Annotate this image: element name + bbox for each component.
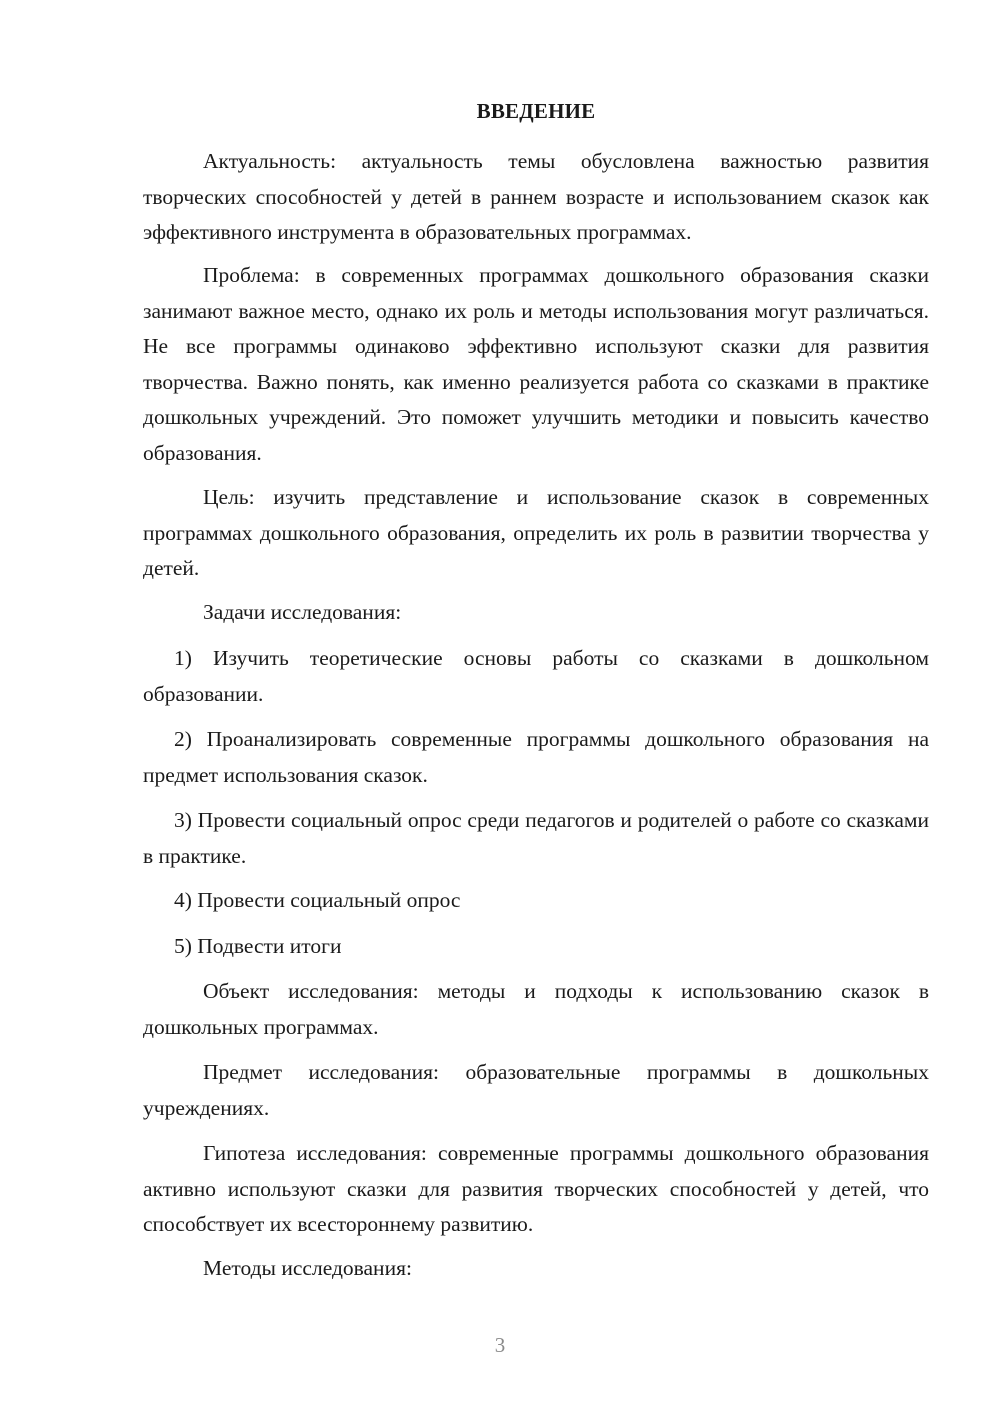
list-item-task-2: 2) Проанализировать современные программы дошкольного образования на предмет использования сказок. xyxy=(143,727,929,787)
paragraph-goal: Цель: изучить представление и использование сказок в современных программах дошкольного образования, определить их роль в развитии творчества у детей. xyxy=(143,485,929,580)
methods-heading: Методы исследования: xyxy=(203,1256,412,1280)
paragraph-problem: Проблема: в современных программах дошкольного образования сказки занимают важное место, однако их роль и методы использования могут различаться. Не все программы одинаково эффективно используют сказки для развития творчества. Важно понять, как именно реализуется работа со сказками в практике дошкольных учреждений. Это поможет улучшить методики и повысить качество образования. xyxy=(143,263,929,465)
list-item-task-4: 4) Провести социальный опрос xyxy=(174,888,461,912)
page-title: ВВЕДЕНИЕ xyxy=(476,99,596,123)
paragraph-hypothesis: Гипотеза исследования: современные программы дошкольного образования активно используют сказки для развития творческих способностей у детей, что способствует их всестороннему развитию. xyxy=(143,1141,929,1236)
paragraph-actuality: Актуальность: актуальность темы обусловлена важностью развития творческих способностей у детей в раннем возрасте и использованием сказок как эффективного инструмента в образовательных программах. xyxy=(143,149,929,244)
list-item-task-1: 1) Изучить теоретические основы работы со сказками в дошкольном образовании. xyxy=(143,646,929,706)
tasks-heading: Задачи исследования: xyxy=(203,600,402,624)
paragraph-subject: Предмет исследования: образовательные программы в дошкольных учреждениях. xyxy=(143,1060,929,1120)
paragraph-object: Объект исследования: методы и подходы к использованию сказок в дошкольных программах. xyxy=(143,979,929,1039)
page-number: 3 xyxy=(494,1333,506,1357)
list-item-task-3: 3) Провести социальный опрос среди педагогов и родителей о работе со сказками в практике. xyxy=(143,808,929,868)
list-item-task-5: 5) Подвести итоги xyxy=(174,934,342,958)
